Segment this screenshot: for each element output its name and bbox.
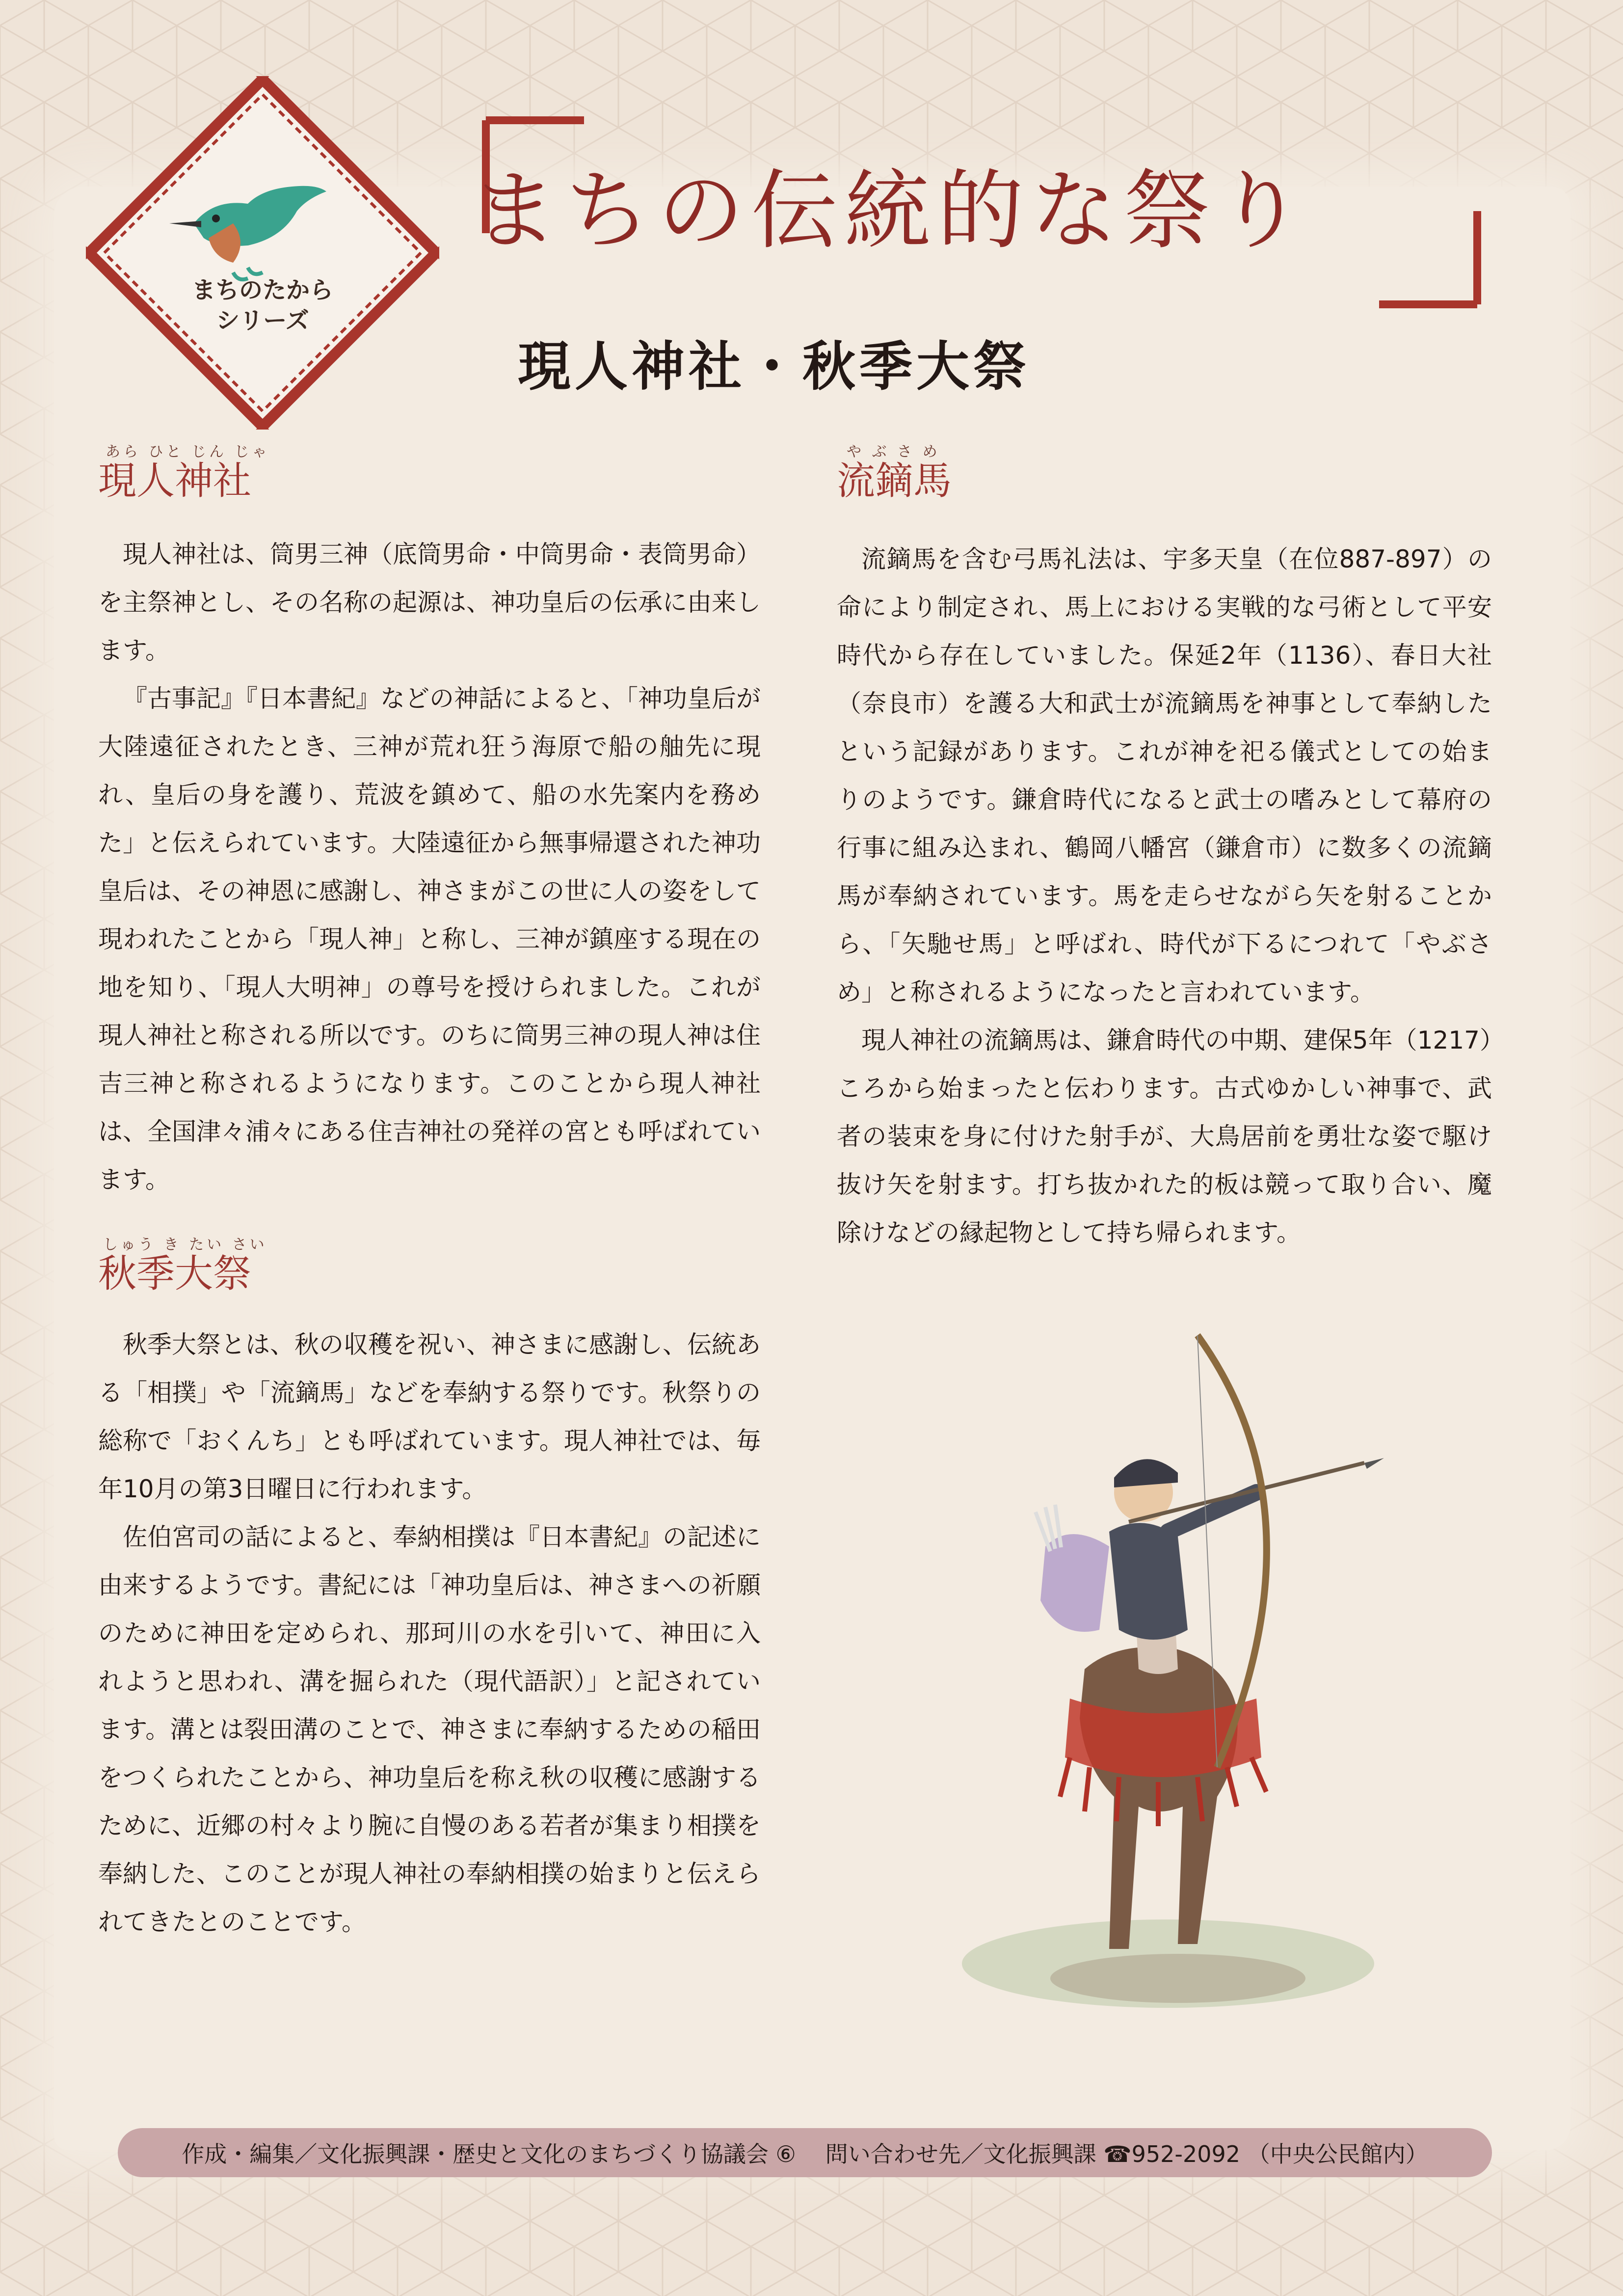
section-body-shuki <box>98 1321 761 1946</box>
title-bracket-close <box>1374 211 1497 309</box>
series-emblem <box>86 76 439 430</box>
section-body-yabusame <box>837 535 1492 1257</box>
heading-ruby-arahitogami: あら ひと じん じゃ <box>106 443 270 460</box>
footer-bar <box>118 2128 1492 2177</box>
yabusame-archer-illustration <box>923 1325 1423 2023</box>
emblem-label <box>86 275 439 336</box>
footer-credit: 作成・編集／文化振興課・歴史と文化のまちづくり協議会 ⑥ <box>182 2141 796 2167</box>
section-heading-arahitogami: 現人神社 <box>98 459 252 503</box>
page-subtitle: 現人神社・秋季大祭 <box>518 336 1031 398</box>
section-heading-yabusame: 流鏑馬 <box>837 459 952 503</box>
emblem-line2: シリーズ <box>216 307 309 334</box>
heading-ruby-yabusame: や ぶ さ め <box>847 443 940 460</box>
page-title: まちの伝統的な祭り <box>471 161 1311 261</box>
paragraph: 現人神社は、筒男三神（底筒男命・中筒男命・表筒男命）を主祭神とし、その名称の起源は、神功皇后の伝承に由来します。 <box>98 540 761 665</box>
heading-ruby-shuki: しゅう き たい さい <box>103 1236 267 1253</box>
paragraph: 佐伯宮司の話によると、奉納相撲は『日本書紀』の記述に由来するようです。書紀には「神功皇后は、神さまへの祈願のために神田を定められ、那珂川の水を引いて、神田に入れようと思われ、溝を掘られた（現代語訳）」と記されています。溝とは裂田溝のことで、神さまに奉納するための稲田をつくられたことから、神功皇后を称え秋の収穫に感謝するために、近郷の村々より腕に自慢のある若者が集まり相撲を奉納した、このことが現人神社の奉納相撲の始まりと伝えられてきたとのことです。 <box>98 1523 761 1936</box>
paragraph: 現人神社の流鏑馬は、鎌倉時代の中期、建保5年（1217）ころから始まったと伝わります。古式ゆかしい神事で、武者の装束を身に付けた射手が、大鳥居前を勇壮な姿で駆け抜け矢を射ます。打ち抜かれた的板は競って取り合い、魔除けなどの縁起物として持ち帰られます。 <box>837 1026 1492 1247</box>
paragraph: 流鏑馬を含む弓馬礼法は、宇多天皇（在位887-897）の命により制定され、馬上における実戦的な弓術として平安時代から存在していました。保延2年（1136）、春日大社（奈良市）を護る大和武士が流鏑馬を神事として奉納したという記録があります。これが神を祀る儀式としての始まりのようです。鎌倉時代になると武士の嗜みとして幕府の行事に組み込まれ、鶴岡八幡宮（鎌倉市）に数多くの流鏑馬が奉納されています。馬を走らせながら矢を射ることから、「矢馳せ馬」と呼ばれ、時代が下るにつれて「やぶさめ」と称されるようになったと言われています。 <box>837 545 1492 1006</box>
paragraph: 『古事記』『日本書紀』などの神話によると、「神功皇后が大陸遠征されたとき、三神が荒れ狂う海原で船の舳先に現れ、皇后の身を護り、荒波を鎮めて、船の水先案内を務めた」と伝えられています。大陸遠征から無事帰還された神功皇后は、その神恩に感謝し、神さまがこの世に人の姿をして現われたことから「現人神」と称し、三神が鎮座する現在の地を知り、「現人大明神」の尊号を授けられました。これが現人神社と称される所以です。のちに筒男三神の現人神は住吉三神と称されるようになります。このことから現人神社は、全国津々浦々にある住吉神社の発祥の宮とも呼ばれています。 <box>98 684 761 1194</box>
emblem-line1: まちのたから <box>191 276 333 304</box>
section-heading-shuki: 秋季大祭 <box>98 1252 252 1296</box>
section-body-arahitogami <box>98 530 761 1204</box>
footer-contact: 問い合わせ先／文化振興課 ☎952-2092 （中央公民館内） <box>825 2141 1428 2167</box>
paragraph: 秋季大祭とは、秋の収穫を祝い、神さまに感謝し、伝統ある「相撲」や「流鏑馬」などを奉納する祭りです。秋祭りの総称で「おくんち」とも呼ばれています。現人神社では、毎年10月の第3日曜日に行われます。 <box>98 1330 761 1503</box>
